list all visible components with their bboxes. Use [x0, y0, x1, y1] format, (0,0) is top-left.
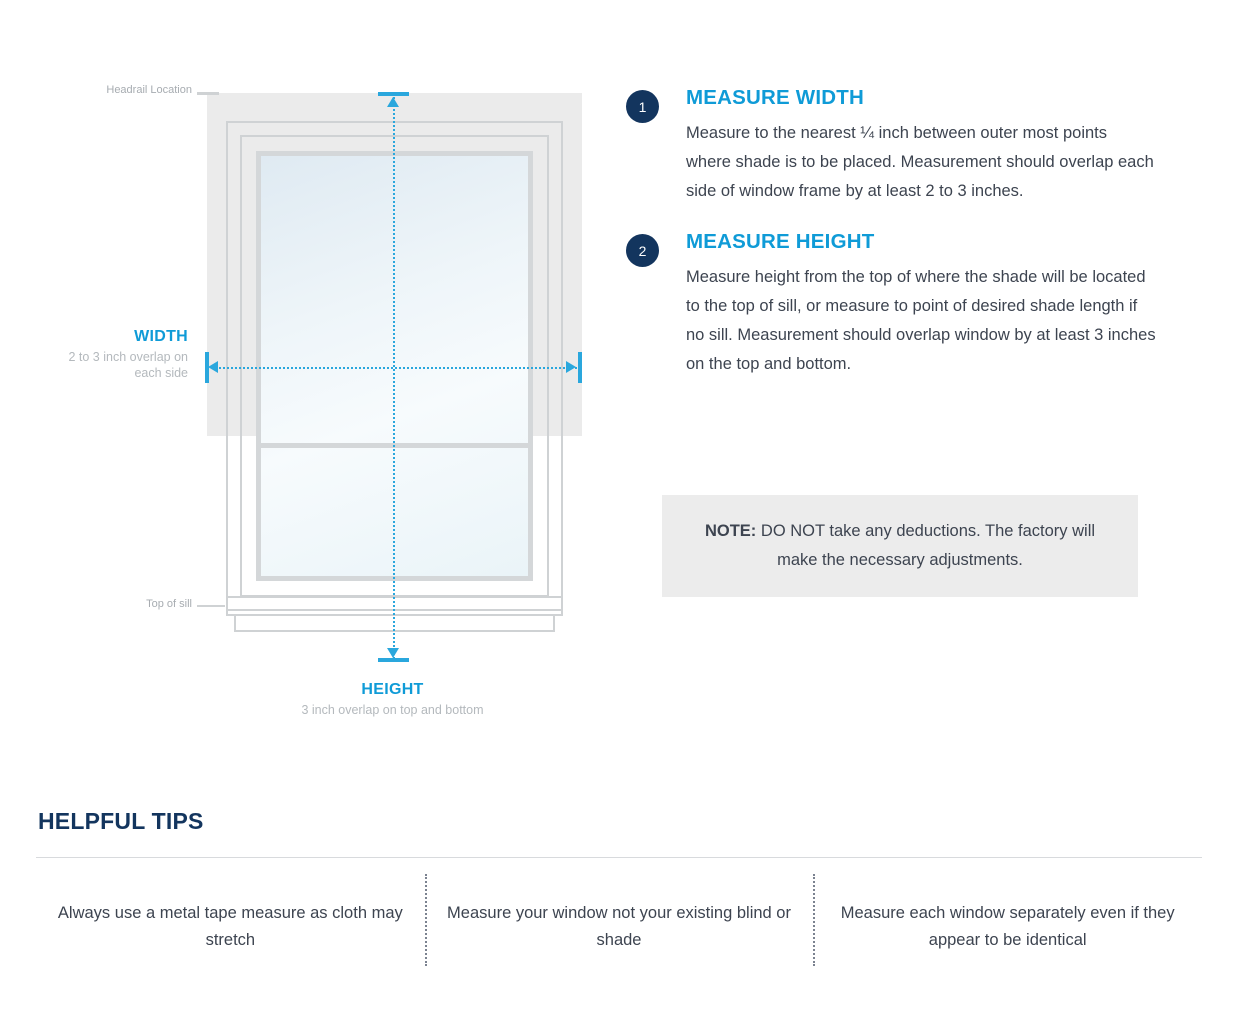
step-measure-height: [626, 230, 1186, 379]
instruction-steps: [626, 86, 1186, 403]
width-right-cap: [578, 352, 582, 383]
note-callout: [662, 495, 1138, 597]
tip-item: Always use a metal tape measure as cloth may stretch: [57, 904, 403, 949]
height-callout: [270, 681, 515, 719]
helpful-tips-row: [36, 900, 1202, 954]
note-text: [688, 517, 1112, 575]
width-left-arrow-icon: [208, 361, 218, 373]
top-of-sill-label: Top of sill: [146, 598, 192, 610]
note-body: DO NOT take any deductions. The factory will make the necessary adjustments.: [760, 522, 1096, 569]
step-title: MEASURE HEIGHT: [686, 230, 875, 253]
width-callout-title: WIDTH: [134, 328, 188, 345]
step-body: Measure to the nearest ¼ inch between outer most points where shade is to be placed. Measurement should overlap each side of window frame by at least 2 to 3 inches.: [686, 124, 1154, 200]
height-top-cap: [378, 92, 409, 96]
width-right-arrow-icon: [566, 361, 576, 373]
step-measure-width: [626, 86, 1186, 206]
width-callout-subtitle: 2 to 3 inch overlap on each side: [68, 350, 188, 380]
tip-item: Measure each window separately even if they appear to be identical: [813, 900, 1202, 954]
tip-item: Measure your window not your existing blind or shade: [425, 900, 814, 954]
height-dimension-line: [393, 97, 395, 659]
helpful-tips-divider: [36, 857, 1202, 858]
step-number-badge: 2: [626, 234, 659, 267]
width-callout: [60, 328, 188, 381]
height-bottom-cap: [378, 658, 409, 662]
window-measurement-diagram: [0, 0, 640, 780]
height-callout-subtitle: 3 inch overlap on top and bottom: [301, 703, 484, 717]
step-number-badge: 1: [626, 90, 659, 123]
note-label: NOTE:: [704, 522, 757, 540]
headrail-location-label: Headrail Location: [106, 84, 192, 96]
step-title: MEASURE WIDTH: [686, 86, 864, 109]
helpful-tips-heading: HELPFUL TIPS: [38, 808, 204, 834]
headrail-leader-line: [197, 92, 219, 95]
helpful-tips-section: [36, 808, 1202, 954]
step-body: Measure height from the top of where the shade will be located to the top of sill, or measure to point of desired shade length if no sill. Measurement should overlap window by at least 3 inches on the top and bottom.: [686, 268, 1156, 373]
sill-leader-line: [197, 605, 225, 607]
height-callout-title: HEIGHT: [361, 681, 424, 698]
height-top-arrow-icon: [387, 97, 399, 107]
height-bottom-arrow-icon: [387, 648, 399, 658]
